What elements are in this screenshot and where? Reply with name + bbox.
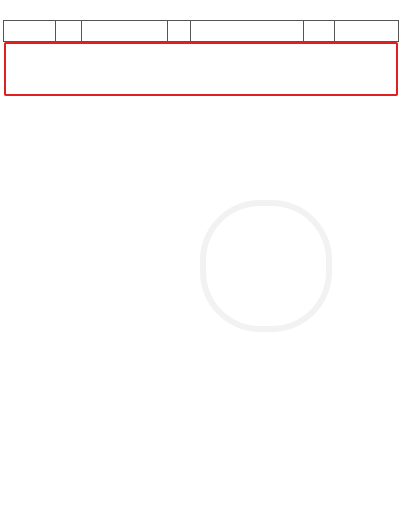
header-major-name xyxy=(191,21,304,42)
header-min-score xyxy=(304,21,335,42)
table-header-row xyxy=(4,21,399,42)
header-school-name xyxy=(82,21,168,42)
header-category xyxy=(4,21,56,42)
document-title xyxy=(0,0,400,20)
watermark-seal xyxy=(200,200,332,332)
highlight-box xyxy=(4,42,398,96)
score-table xyxy=(3,20,399,42)
header-major-code xyxy=(168,21,191,42)
header-school-code xyxy=(56,21,82,42)
header-min-rank xyxy=(335,21,399,42)
